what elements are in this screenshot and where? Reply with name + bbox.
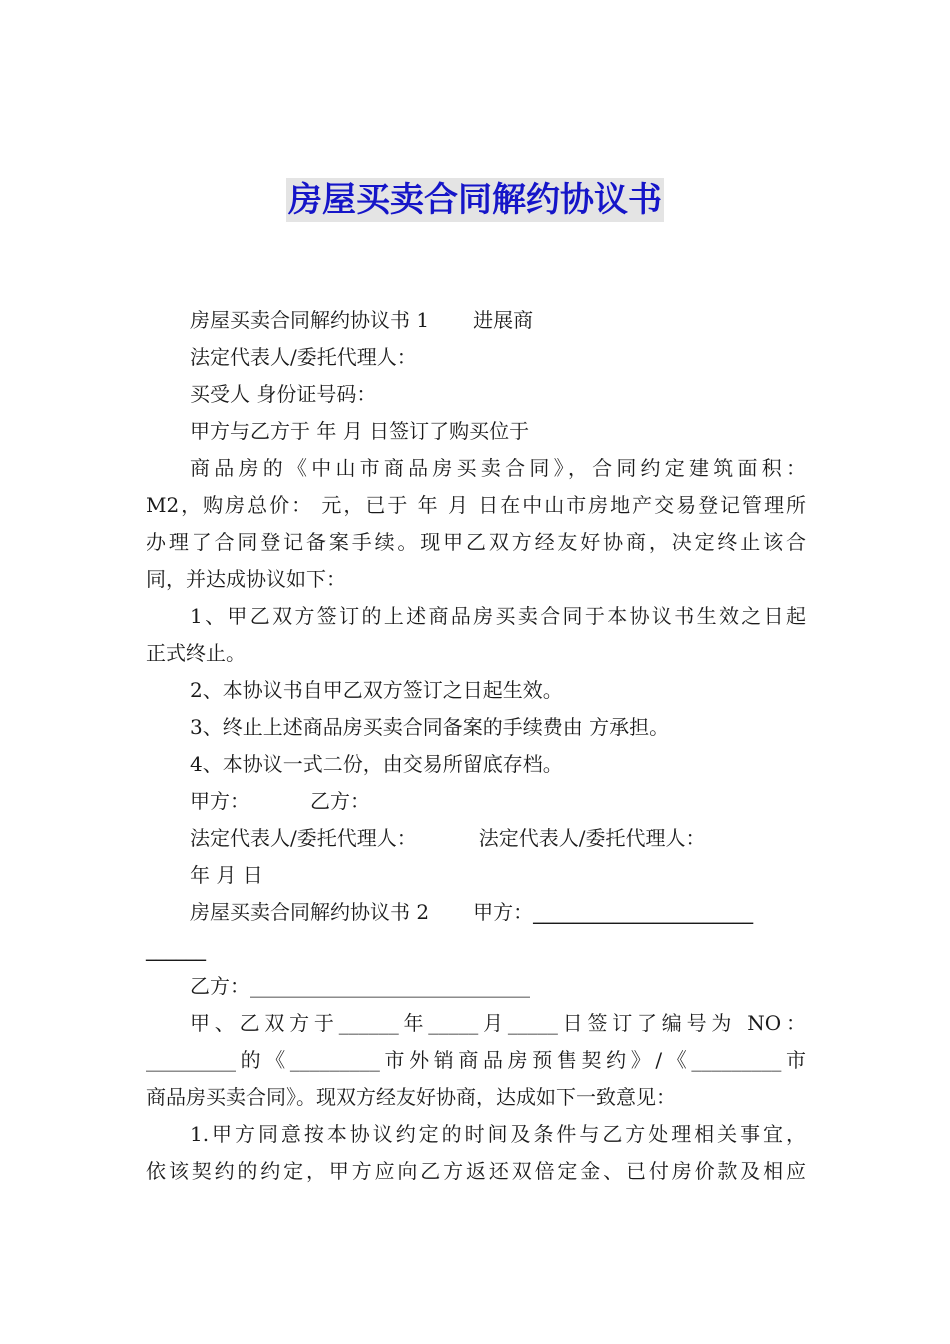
party-a-representative: 法定代表人/委托代理人： (190, 826, 417, 850)
line-15: 乙方：____________________________ (190, 974, 530, 998)
paragraph-16-line-1: 甲、乙双方于______年_____月_____日签订了编号为 NO： (190, 1011, 806, 1035)
party-a-blank: 甲方：______________________ (473, 900, 754, 924)
line-10 (146, 783, 806, 820)
line-9: 4、本协议一式二份，由交易所留底存档。 (190, 752, 563, 776)
paragraph-16-line-3: 商品房买卖合同》。现双方经友好协商，达成如下一致意见： (146, 1085, 676, 1109)
document-title-wrap (0, 178, 950, 222)
paragraph-17-line-1: 1.甲方同意按本协议约定的时间及条件与乙方处理相关事宜， (190, 1122, 806, 1146)
paragraph-5-line-2: M2，购房总价： 元，已于 年 月 日在中山市房地产交易登记管理所 (146, 493, 806, 517)
line-13 (146, 894, 806, 931)
heading-agreement-1: 房屋买卖合同解约协议书 1 (190, 308, 430, 332)
paragraph-5-line-4: 同，并达成协议如下： (146, 567, 346, 591)
line-2: 法定代表人/委托代理人： (190, 345, 417, 369)
document-body (146, 302, 806, 1190)
line-8: 3、终止上述商品房买卖合同备案的手续费由 方承担。 (190, 715, 670, 739)
party-a-label: 甲方： (190, 789, 250, 813)
paragraph-5-line-1: 商品房的《中山市商品房买卖合同》，合同约定建筑面积： (190, 456, 806, 480)
party-b-label: 乙方： (310, 789, 370, 813)
document-title: 房屋买卖合同解约协议书 (288, 180, 662, 220)
line-4: 甲方与乙方于 年 月 日签订了购买位于 (190, 419, 530, 443)
developer-label: 进展商 (473, 308, 534, 332)
party-b-representative: 法定代表人/委托代理人： (478, 826, 706, 850)
paragraph-6-line-2: 正式终止。 (146, 641, 246, 665)
paragraph-5-line-3: 办理了合同登记备案手续。现甲乙双方经友好协商，决定终止该合 (146, 530, 806, 554)
line-14-blank: ______ (146, 937, 206, 961)
heading-agreement-2: 房屋买卖合同解约协议书 2 (190, 900, 430, 924)
line-11 (146, 820, 806, 857)
paragraph-17-line-2: 依该契约的约定，甲方应向乙方返还双倍定金、已付房价款及相应 (146, 1159, 806, 1183)
line-12-date: 年 月 日 (190, 863, 263, 887)
line-3: 买受人 身份证号码： (190, 382, 377, 406)
line-1 (146, 302, 806, 339)
paragraph-16-line-2: _________的《_________市外销商品房预售契约》/《_________市 (146, 1048, 806, 1072)
line-7: 2、本协议书自甲乙双方签订之日起生效。 (190, 678, 563, 702)
paragraph-6-line-1: 1、甲乙双方签订的上述商品房买卖合同于本协议书生效之日起 (190, 604, 806, 628)
